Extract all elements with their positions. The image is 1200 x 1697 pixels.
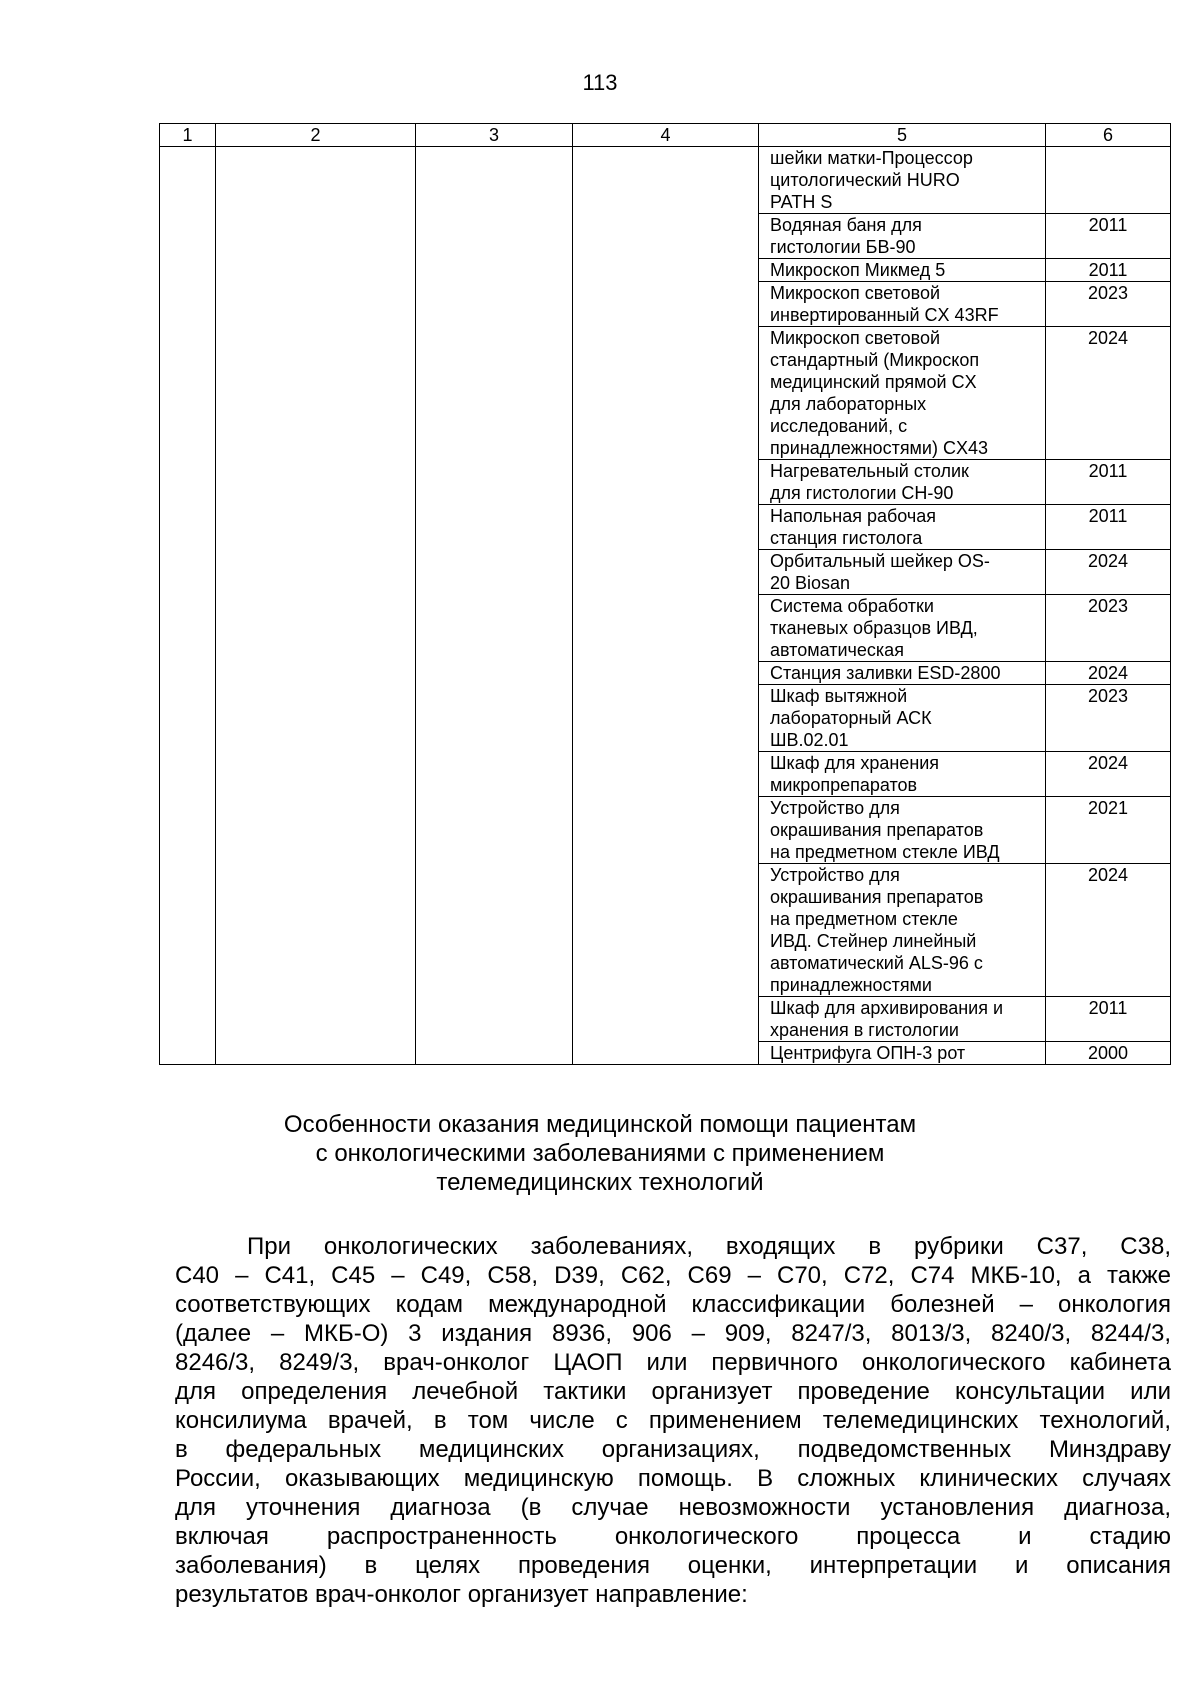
equipment-year-cell: 2021 (1046, 797, 1171, 864)
paragraph-line: C40 – C41, C45 – C49, C58, D39, C62, C69 – C70, C72, C74 МКБ-10, а также (175, 1262, 1171, 1289)
equipment-year-cell: 2024 (1046, 327, 1171, 460)
paragraph-line: для определения лечебной тактики организует проведение консультации или (175, 1378, 1171, 1405)
equipment-name-line: лабораторный АСК (770, 708, 932, 728)
equipment-year-cell: 2011 (1046, 997, 1171, 1042)
equipment-year-cell: 2024 (1046, 662, 1171, 685)
equipment-name-line: принадлежностями) CX43 (770, 438, 989, 458)
equipment-name-line: хранения в гистологии (770, 1020, 959, 1040)
paragraph-line: 8246/3, 8249/3, врач-онколог ЦАОП или первичного онкологического кабинета (175, 1349, 1171, 1376)
equipment-year-cell: 2024 (1046, 550, 1171, 595)
equipment-name-line: Станция заливки ESD-2800 (770, 663, 1001, 683)
equipment-name-line: Устройство для (770, 865, 900, 885)
equipment-name-line: цитологический HURO (770, 170, 960, 190)
section-title-line: телемедицинских технологий (436, 1169, 764, 1196)
equipment-name-line: инвертированный CX 43RF (770, 305, 999, 325)
equipment-name-line: Микроскоп световой (770, 283, 941, 303)
page-number: 113 (582, 70, 618, 95)
equipment-name-line: Шкаф для архивирования и (770, 998, 1004, 1018)
equipment-name-cell (759, 997, 1046, 1042)
equipment-name-cell (759, 550, 1046, 595)
equipment-year-cell (1046, 147, 1171, 214)
section-title (0, 1110, 1200, 1197)
paragraph-line: (далее – МКБ-О) 3 издания 8936, 906 – 909, 8247/3, 8013/3, 8240/3, 8244/3, (175, 1320, 1171, 1347)
equipment-year-cell: 2011 (1046, 460, 1171, 505)
equipment-year-cell: 2011 (1046, 259, 1171, 282)
column-header: 2 (216, 124, 416, 147)
equipment-name-line: Водяная баня для (770, 215, 922, 235)
equipment-name-line: принадлежностями (770, 975, 932, 995)
equipment-name-line: гистологии БВ-90 (770, 237, 916, 257)
paragraph-line: России, оказывающих медицинскую помощь. В сложных клинических случаях (175, 1465, 1171, 1492)
section-title-line: Особенности оказания медицинской помощи пациентам (283, 1111, 917, 1138)
equipment-name-line: Устройство для (770, 798, 900, 818)
paragraph-line: для уточнения диагноза (в случае невозможности установления диагноза, (175, 1494, 1171, 1521)
equipment-name-line: ИВД. Стейнер линейный (770, 931, 977, 951)
paragraph-line: консилиума врачей, в том числе с применением телемедицинских технологий, (175, 1407, 1171, 1434)
equipment-name-line: окрашивания препаратов (770, 887, 984, 907)
column-header: 3 (416, 124, 573, 147)
equipment-name-line: Центрифуга ОПН-3 рот (770, 1043, 966, 1063)
equipment-name-cell (759, 282, 1046, 327)
body-paragraph (175, 1232, 1171, 1609)
equipment-name-line: автоматическая (770, 640, 904, 660)
equipment-name-line: для лабораторных (770, 394, 927, 414)
equipment-name-line: Система обработки (770, 596, 934, 616)
equipment-year-cell: 2011 (1046, 214, 1171, 259)
paragraph-line: включая распространенность онкологического процесса и стадию (175, 1523, 1171, 1550)
table-header-row (160, 124, 1171, 147)
equipment-year-cell: 2024 (1046, 864, 1171, 997)
equipment-name-cell (759, 214, 1046, 259)
equipment-name-cell (759, 662, 1046, 685)
table-row (160, 147, 1171, 214)
paragraph-line: результатов врач-онколог организует направление: (175, 1581, 748, 1608)
equipment-name-line: шейки матки-Процессор (770, 148, 973, 168)
equipment-name-line: для гистологии СН-90 (770, 483, 954, 503)
equipment-name-line: Шкаф для хранения (770, 753, 940, 773)
paragraph-line: При онкологических заболеваниях, входящих в рубрики C37, C38, (247, 1233, 1171, 1260)
equipment-name-line: Напольная рабочая (770, 506, 937, 526)
paragraph-line: в федеральных медицинских организациях, подведомственных Минздраву (175, 1436, 1171, 1463)
equipment-name-line: ШВ.02.01 (770, 730, 849, 750)
equipment-name-cell (759, 797, 1046, 864)
equipment-name-cell (759, 327, 1046, 460)
equipment-name-line: Микроскоп Микмед 5 (770, 260, 946, 280)
equipment-name-line: стандартный (Микроскоп (770, 350, 980, 370)
equipment-name-cell (759, 864, 1046, 997)
equipment-year-cell: 2023 (1046, 595, 1171, 662)
equipment-name-cell (759, 1042, 1046, 1065)
empty-cell (573, 147, 759, 1065)
equipment-name-cell (759, 505, 1046, 550)
equipment-name-line: окрашивания препаратов (770, 820, 984, 840)
equipment-year-cell: 2000 (1046, 1042, 1171, 1065)
equipment-name-line: микропрепаратов (770, 775, 918, 795)
column-header: 4 (573, 124, 759, 147)
paragraph-line: соответствующих кодам международной классификации болезней – онкология (175, 1291, 1171, 1318)
equipment-year-cell: 2023 (1046, 685, 1171, 752)
equipment-name-line: 20 Biosan (770, 573, 851, 593)
column-header: 1 (160, 124, 216, 147)
equipment-name-line: PATH S (770, 192, 833, 212)
equipment-name-line: на предметном стекле ИВД (770, 842, 1000, 862)
section-title-line: с онкологическими заболеваниями с применением (315, 1140, 885, 1167)
empty-cell (216, 147, 416, 1065)
equipment-name-line: Микроскоп световой (770, 328, 941, 348)
equipment-name-cell (759, 685, 1046, 752)
equipment-year-cell: 2011 (1046, 505, 1171, 550)
equipment-year-cell: 2023 (1046, 282, 1171, 327)
equipment-name-line: Нагревательный столик (770, 461, 969, 481)
equipment-name-line: тканевых образцов ИВД, (770, 618, 978, 638)
equipment-name-cell (759, 147, 1046, 214)
column-header: 6 (1046, 124, 1171, 147)
equipment-name-line: автоматический ALS-96 с (770, 953, 983, 973)
equipment-name-line: Орбитальный шейкер OS- (770, 551, 990, 571)
equipment-name-line: медицинский прямой CX (770, 372, 977, 392)
empty-cell (416, 147, 573, 1065)
empty-cell (160, 147, 216, 1065)
equipment-name-cell (759, 595, 1046, 662)
paragraph-line: заболевания) в целях проведения оценки, интерпретации и описания (175, 1552, 1171, 1579)
column-header: 5 (759, 124, 1046, 147)
equipment-name-cell (759, 752, 1046, 797)
equipment-name-line: станция гистолога (770, 528, 923, 548)
equipment-name-cell (759, 460, 1046, 505)
equipment-year-cell: 2024 (1046, 752, 1171, 797)
equipment-name-line: на предметном стекле (770, 909, 958, 929)
equipment-table (159, 123, 1171, 1065)
equipment-name-line: Шкаф вытяжной (770, 686, 908, 706)
equipment-name-line: исследований, с (770, 416, 908, 436)
equipment-name-cell (759, 259, 1046, 282)
